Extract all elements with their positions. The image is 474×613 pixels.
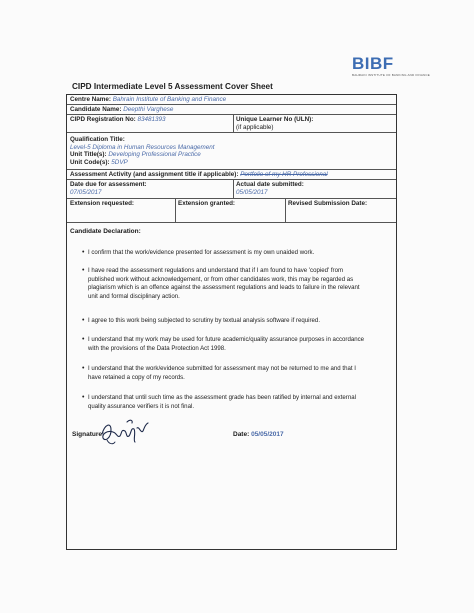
submitted-value: 05/05/2017	[236, 188, 268, 196]
qualification-label: Qualification Title:	[70, 136, 125, 143]
qualification-value: Level-5 Diploma in Human Resources Management	[70, 143, 215, 151]
unit-title-label: Unit Title(s):	[70, 151, 107, 159]
declaration-item: • I have read the assessment regulations and understand that if I am found to have 'copied' from published work without acknowledgement, or from other candidates work, this may be regarded as plagiarism which is an offence against the assessment regulations and leads to failure in the relevant unit and formal disciplinary action.	[82, 267, 360, 300]
signature-label: Signature:	[72, 431, 105, 438]
revised-date-label: Revised Submission Date:	[288, 200, 368, 207]
date-label: Date:	[233, 431, 250, 438]
activity-label: Assessment Activity (and assignment title if applicable):	[70, 171, 239, 178]
centre-label: Centre Name:	[70, 96, 111, 103]
candidate-value: Deepthi Varghese	[123, 106, 174, 113]
declaration-item: • I understand that my work may be used for future academic/quality assurance purposes in accordance with the provisions of the Data Protection Act 1998.	[82, 336, 365, 352]
declaration-item: • I confirm that the work/evidence presented for assessment is my own unaided work.	[82, 249, 315, 256]
activity-value: Portfolio of my HR Professional	[240, 171, 328, 178]
candidate-label: Candidate Name:	[70, 106, 122, 113]
registration-label: CIPD Registration No:	[70, 116, 136, 123]
declaration-item: • I agree to this work being subjected to scrutiny by textual analysis software if required.	[82, 317, 321, 324]
qualification-row	[67, 133, 396, 170]
declaration-title: Candidate Declaration:	[70, 228, 141, 235]
uln-label: Unique Learner No (ULN):	[236, 116, 314, 123]
uln-note: (if applicable)	[236, 123, 274, 131]
date-value: 05/05/2017	[251, 431, 284, 438]
candidate-row	[67, 105, 396, 115]
unit-code-value: 5DVP	[111, 158, 128, 166]
centre-value: Bahrain Institute of Banking and Finance	[112, 96, 227, 103]
handwritten-signature	[99, 414, 151, 446]
registration-row	[67, 115, 396, 133]
bibf-logo	[352, 54, 431, 82]
declaration-item: • I understand that the work/evidence submitted for assessment may not be returned to me and that I have retained a copy of my records.	[82, 365, 356, 381]
extension-requested-label: Extension requested:	[70, 200, 135, 207]
logo-text: BIBF	[352, 54, 394, 73]
extension-row	[67, 199, 396, 223]
logo-tagline: BAHRAIN INSTITUTE OF BANKING AND FINANCE	[352, 73, 431, 77]
page-title: CIPD Intermediate Level 5 Assessment Cover Sheet	[72, 82, 273, 91]
declaration-item: • I understand that until such time as the assessment grade has been ratified by internal and external quality assurance verifiers it is not final.	[82, 394, 356, 410]
due-value: 07/05/2017	[70, 188, 102, 196]
activity-row	[67, 170, 396, 180]
unit-code-label: Unit Code(s):	[70, 158, 110, 166]
unit-title-value: Developing Professional Practice	[108, 151, 201, 159]
dates-row	[67, 180, 396, 199]
extension-granted-label: Extension granted:	[178, 200, 236, 207]
signature-date	[233, 431, 284, 438]
due-label: Date due for assessment:	[70, 181, 147, 188]
registration-value: 83481393	[137, 116, 166, 123]
submitted-label: Actual date submitted:	[236, 181, 304, 188]
centre-row	[67, 95, 396, 105]
